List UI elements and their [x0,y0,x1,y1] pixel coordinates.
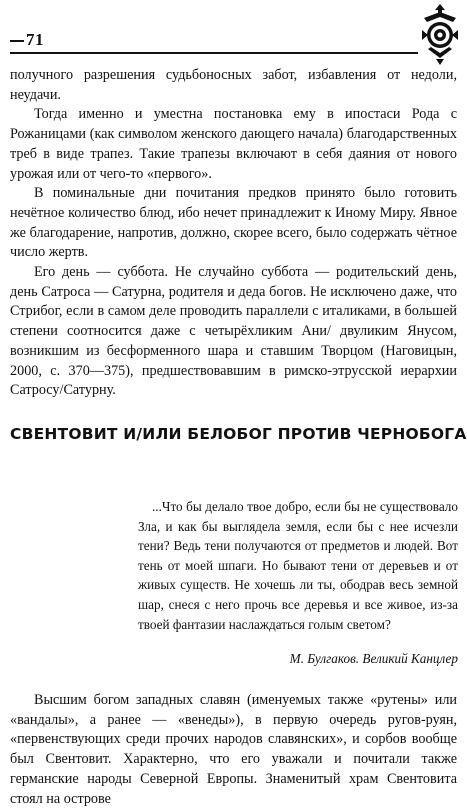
paragraph: Его день — суббота. Не случайно суббота — родительский день, день Сатроса — Сатурна, родителя и деда богов. Не исключено даже, что Стрибог, если в самом деле проводить параллели с италиками, в большей степени соотносится даже с четырёхликим Ани/ двуликим Янусом, возникшим из бесформенного шара и ставшим Творцом (Наговицын, 2000, с. 370—375), предшествовавшим в римско-этрусской иерархии Сатросу/Сатурну. [10,264,457,399]
paragraph: получного разрешения судьбоносных забот, избавления от недоли, неудачи. [10,67,457,103]
epigraph [138,497,458,634]
epigraph-text: ...Что бы делало твое добро, если бы не существовало Зла, и как бы выглядела земля, если бы с нее исчезли тени? Ведь тени получаются от предметов и людей. Вот тень от моей шпаги. Но бывают тени от деревьев и от живых существ. Не хочешь ли ты, ободрав весь земной шар, снеся с него прочь все деревья и все живое, из-за твоей фантазии наслаждаться голым светом? [138,499,458,632]
paragraph: В поминальные дни почитания предков принято было готовить нечётное количество блюд, ибо нечет принадлежит к Иному Миру. Явное же благодарение, напротив, должно, скорее всего, было содержать чётное число жертв. [10,185,457,261]
body-text-lower [10,691,457,809]
paragraph: Тогда именно и уместна постановка ему в ипостаси Рода с Рожаницами (как символом женского дающего начала) благодарственных треб в виде трапез. Такие трапезы включают в себя даяния от нового урожая или от чего-то «первого». [10,106,457,182]
epigraph-source: М. Булгаков. Великий Канцлер [289,651,458,666]
page-header [10,30,418,60]
paragraph: Высшим богом западных славян (именуемых также «рутены» или «вандалы», а ранее — «венеды»), в первую очередь ругов-руян, «первенствующих среди прочих народов славянских», и сорбов вообще был Свентовит. Характерно, что его уважали и почитали также германские народы Северной Европы. Знаменитый храм Свентовита стоял на острове [10,692,457,807]
section-heading: СВЕНТОВИТ И/ИЛИ БЕЛОБОГ ПРОТИВ ЧЕРНОБОГА [10,425,467,443]
ornamental-emblem-icon [418,2,462,66]
body-text-upper [10,66,457,401]
page-number: 71 [26,30,44,49]
header-rule [10,52,418,54]
header-rule-left [10,40,24,42]
